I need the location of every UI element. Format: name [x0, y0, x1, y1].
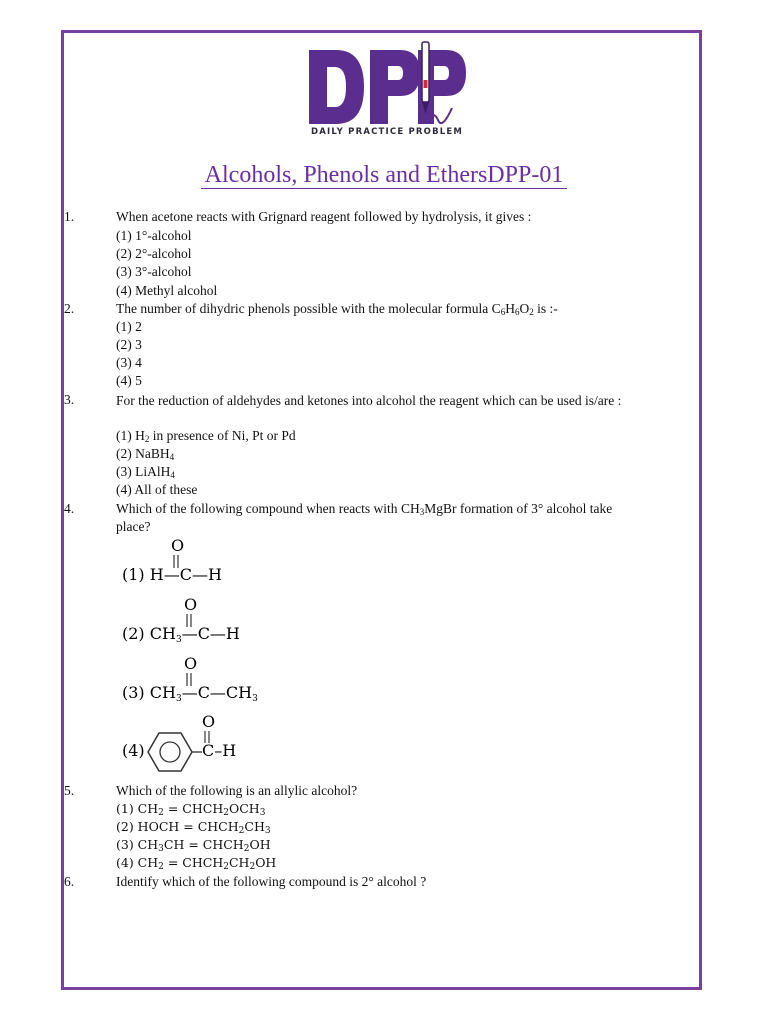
option: (2) 2°-alcohol: [116, 246, 192, 261]
option: (3) $CH_3CH$ = $CHCH_2OH$: [116, 837, 271, 854]
option: (1) $CH_2$ = $CHCH_2OCH_3$: [116, 801, 266, 818]
option: (1) 2: [116, 319, 142, 334]
option: (1) $H_2$ in presence of Ni, Pt or Pd: [116, 428, 296, 444]
svg-text:(1) H—C—H: (1) H—C—H: [122, 565, 222, 584]
question-text: When acetone reacts with Grignard reagent followed by hydrolysis, it gives :: [116, 209, 532, 224]
page-title: Alcohols, Phenols and EthersDPP-01: [0, 162, 768, 189]
svg-text:(4): (4): [122, 741, 145, 760]
question-number: 5.: [64, 783, 75, 798]
dpp-logo: [306, 40, 468, 140]
question-number: 2.: [64, 301, 75, 316]
option: (4) $CH_2$ = $CHCH_2CH_2OH$: [116, 855, 277, 872]
question-number: 6.: [64, 874, 75, 889]
option: (3) LiAlH$_4$: [116, 464, 175, 480]
svg-text:O: O: [202, 714, 216, 731]
svg-text:O: O: [184, 656, 198, 673]
option: (4) Methyl alcohol: [116, 283, 218, 298]
option: (4) 5: [116, 373, 142, 388]
svg-text:O: O: [171, 538, 185, 555]
question-text-cont: place?: [116, 519, 151, 534]
svg-text:(2) CH3—C—H: (2) CH3—C—H: [122, 624, 240, 645]
structure-option-4: [118, 714, 248, 780]
svg-text:O: O: [184, 597, 198, 614]
question-text: For the reduction of aldehydes and ketones into alcohol the reagent which can be used is/are :: [116, 393, 622, 408]
question-text: Identify which of the following compound is 2° alcohol ?: [116, 874, 427, 889]
option: (2) NaBH$_4$: [116, 446, 175, 462]
question-number: 3.: [64, 392, 75, 407]
option: (3) 4: [116, 355, 142, 370]
question-text: Which of the following is an allylic alcohol?: [116, 783, 358, 798]
option: (1) 1°-alcohol: [116, 228, 192, 243]
svg-text:C–H: C–H: [202, 741, 237, 760]
question-text: The number of dihydric phenols possible with the molecular formula $C_6H_6O_2$ is :-: [116, 301, 558, 317]
option: (2) HOCH = $CHCH_2CH_3$: [116, 819, 271, 836]
structure-option-1: [118, 538, 238, 588]
question-number: 1.: [64, 209, 75, 224]
option: (4) All of these: [116, 482, 198, 497]
structure-option-3: [118, 656, 258, 706]
logo-caption: DAILY PRACTICE PROBLEM: [310, 127, 464, 137]
structure-option-2: [118, 597, 248, 647]
option: (3) 3°-alcohol: [116, 264, 192, 279]
svg-text:(3) CH3—C—CH3: (3) CH3—C—CH3: [122, 683, 258, 704]
question-number: 4.: [64, 501, 75, 516]
option: (2) 3: [116, 337, 142, 352]
question-text: Which of the following compound when reacts with $CH_3MgBr$ formation of 3° alcohol take: [116, 501, 613, 517]
